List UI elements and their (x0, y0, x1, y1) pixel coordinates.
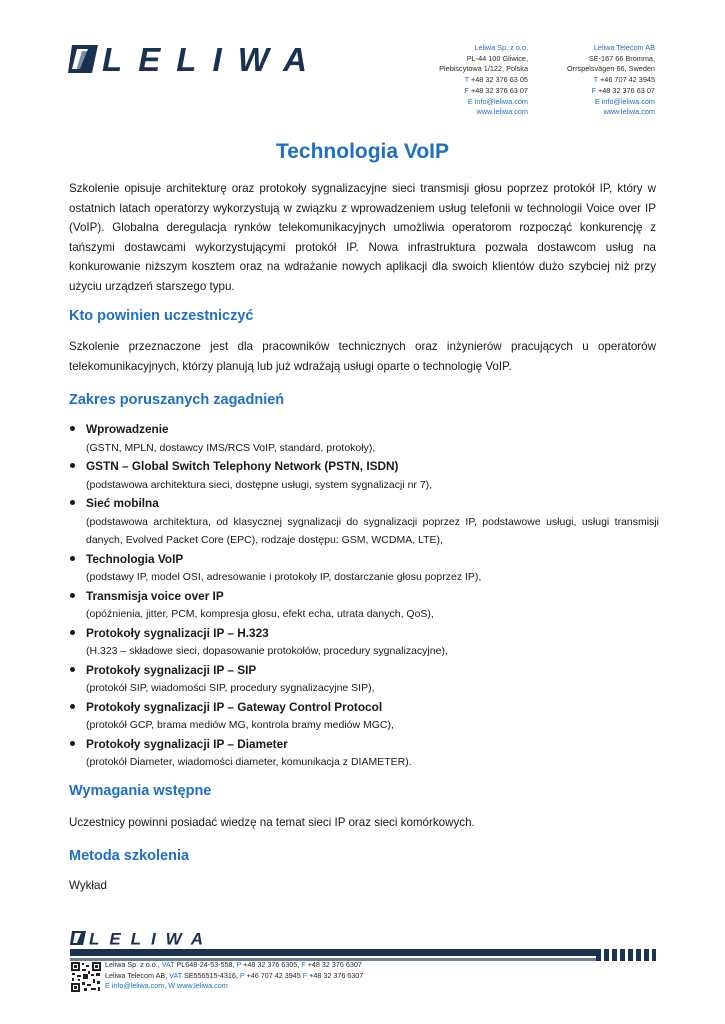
topic-description: (opóźnienia, jitter, PCM, kompresja głosu, efekt echa, utrata danych, QoS), (86, 608, 434, 620)
section-heading-topics: Zakres poruszanych zagadnień (69, 392, 285, 408)
phone-number: +46 707 42 3945 (600, 75, 655, 85)
footer-contact (105, 960, 363, 992)
web-link[interactable]: www.leliwa.com (476, 107, 528, 117)
qr-code-icon (70, 961, 102, 993)
logo-text: LELIWA (102, 43, 308, 75)
section-heading-audience: Kto powinien uczestniczyć (69, 308, 254, 324)
topic-description: (GSTN, MPLN, dostawcy IMS/RCS VoIP, standard, protokoły), (86, 441, 376, 454)
footer-company: Leliwa Sp. z o.o., (105, 960, 162, 969)
company-name: Leliwa Telecom AB (593, 43, 655, 52)
separator: , (164, 981, 169, 991)
footer-line-web (105, 981, 363, 992)
section-heading-requirements: Wymagania wstępne (69, 783, 212, 799)
topic-description: (H.323 – składowe sieci, dopasowanie protokołów, procedury sygnalizacyjne), (86, 645, 448, 657)
topic-title: Protokoły sygnalizacji IP – H.323 (86, 625, 269, 640)
email-label: E (105, 981, 112, 991)
list-item (69, 624, 659, 661)
footer-logo-text: LELIWA (89, 930, 203, 946)
email-label: E (594, 96, 600, 106)
email-link[interactable]: info@leliwa.com (111, 981, 165, 991)
topic-description: (podstawy IP, model OSI, adresowanie i protokoły IP, dostarczanie głosu poprzez IP), (86, 571, 482, 583)
topics-list (69, 420, 659, 772)
leliwa-logo (68, 43, 310, 75)
address-line: SE-167 66 Bromma, (588, 53, 655, 63)
web-link[interactable]: www.leliwa.com (177, 981, 228, 991)
address-sweden (540, 43, 655, 118)
fax-number: +48 32 376 6307 (309, 970, 364, 980)
phone-label: T (464, 75, 469, 85)
topic-description: (protokół GCP, brama mediów MG, kontrola bramy mediów MGC), (86, 719, 394, 731)
vat-number: SE556515-4316, (183, 970, 240, 980)
email-link[interactable]: info@leliwa.com (474, 96, 528, 106)
topic-title: Protokoły sygnalizacji IP – SIP (86, 662, 257, 677)
phone-number: +48 32 376 63 05 (470, 75, 528, 85)
footer-divider (70, 949, 655, 956)
intro-paragraph: Szkolenie opisuje architekturę oraz protokoły sygnalizacyjne sieci transmisji głosu poprzez protokół IP, który w ostatnich latach operatorzy wykorzystują w związku z wprowadzeniem usług telefonii w technologii Voice over IP (VoIP). Globalna deregulacja rynków telekomunikacyjnych umożliwia operatorom rozpocząć konkurencję z tańszymi dostawcami wykorzystującymi protokół IP. Nowa infrastruktura pozwala dostawcom usług na konkurowanie niższym kosztem oraz na wdrażanie nowych aplikacji dla swoich klientów dużo szybciej niż przy użyciu urządzeń starszego typu. (69, 182, 656, 293)
list-item (69, 587, 659, 624)
phone-label: P (236, 960, 244, 969)
topic-description: (podstawowa architektura, od klasycznej sygnalizacji do sygnalizacji poprzez IP, podstawowe usługi, usługi transmisji danych, Evolved Packet Core (EPC), rodzaje dostępu: GSM, WCDMA, LTE), (86, 515, 659, 546)
phone-number: +48 32 376 6305, (243, 960, 302, 969)
list-item (69, 494, 659, 550)
footer-company: Leliwa Telecom AB, (105, 970, 170, 980)
topic-title: Protokoły sygnalizacji IP – Diameter (86, 736, 288, 751)
requirements-paragraph: Uczestnicy powinni posiadać wiedzę na temat sieci IP oraz sieci komórkowych. (69, 816, 475, 829)
fax-label: F (464, 85, 469, 95)
list-item (69, 661, 659, 698)
list-item (69, 698, 659, 735)
phone-number: +46 707 42 3945 (246, 970, 303, 980)
list-item (69, 550, 659, 587)
topic-description: (podstawowa architektura sieci, dostępne usługi, system sygnalizacji nr 7), (86, 478, 433, 491)
footer-stripes (596, 949, 656, 961)
topic-description: (protokół Diameter, wiadomości diameter, komunikacja z DIAMETER). (86, 756, 412, 768)
phone-label: P (239, 970, 247, 980)
vat-label: VAT (169, 970, 184, 980)
vat-number: PL648-24-53-558, (176, 960, 237, 969)
email-link[interactable]: info@leliwa.com (601, 96, 655, 106)
list-item (69, 420, 659, 457)
phone-label: T (593, 75, 598, 85)
fax-label: F (591, 85, 596, 95)
company-name: Leliwa Sp. z o.o. (474, 43, 528, 52)
section-heading-method: Metoda szkolenia (69, 848, 190, 864)
list-item (69, 457, 659, 494)
vat-label: VAT (161, 960, 177, 969)
footer-line-pl (105, 960, 363, 971)
topic-title: Sieć mobilna (86, 496, 159, 510)
list-item (69, 735, 659, 772)
address-poland (400, 43, 528, 118)
web-label: W (168, 981, 178, 991)
fax-label: F (301, 960, 308, 969)
topic-description: (protokół SIP, wiadomości SIP, procedury sygnalizacyjne SIP), (86, 682, 375, 694)
page-title: Technologia VoIP (275, 140, 450, 163)
footer-logo (70, 930, 204, 946)
fax-label: F (302, 970, 310, 980)
fax-number: +48 32 376 63 07 (597, 85, 655, 95)
topic-title: Technologia VoIP (86, 551, 184, 566)
fax-number: +48 32 376 6307 (307, 960, 362, 969)
address-line: PL-44 100 Gliwice, (466, 53, 528, 63)
topic-title: Protokoły sygnalizacji IP – Gateway Control Protocol (86, 699, 383, 714)
audience-paragraph: Szkolenie przeznaczone jest dla pracowników technicznych oraz inżynierów pracujących u operatorów telekomunikacyjnych, którzy planują lub już wdrażają usługi oparte o technologię VoIP. (69, 340, 656, 373)
topic-title: Wprowadzenie (86, 422, 169, 436)
method-paragraph: Wykład (69, 879, 107, 892)
email-label: E (467, 96, 473, 106)
address-line: Orrspelsvägen 66, Sweden (566, 64, 655, 74)
address-line: Plebiscytowa 1/122, Polska (439, 64, 528, 74)
footer-line-se (105, 971, 363, 982)
topic-title: GSTN – Global Switch Telephony Network (PSTN, ISDN) (86, 459, 399, 473)
web-link[interactable]: www.leliwa.com (603, 107, 655, 117)
fax-number: +48 32 376 63 07 (470, 85, 528, 95)
topic-title: Transmisja voice over IP (86, 588, 224, 603)
